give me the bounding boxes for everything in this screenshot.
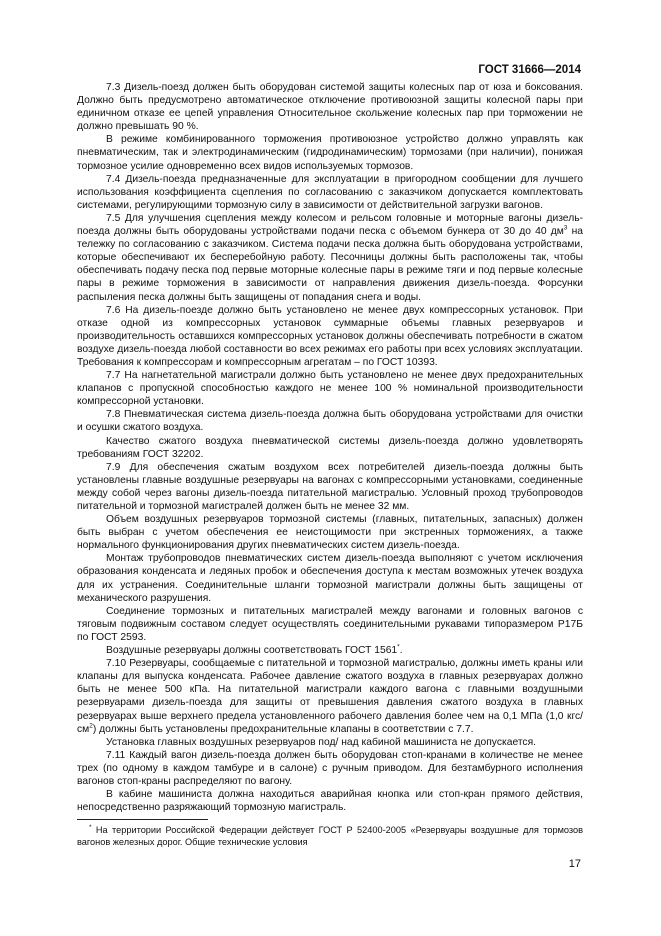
- paragraph-7-3: 7.3 Дизель-поезд должен быть оборудован системой защиты колесных пар от юза и боксования. Должно быть предусмотрено автоматическое отключение противоюзной защиты колесной пары при единичном отказе ее цепей управления Относительное скольжение колесных пар при торможении не должно превышать 90 %.: [77, 82, 583, 133]
- footnote-marker-bottom: *: [89, 823, 92, 831]
- gost-1561-text: Воздушные резервуары должны соответствовать ГОСТ 1561: [106, 645, 398, 657]
- paragraph-7-5-start: 7.5 Для улучшения сцепления между колесом и рельсом головные и моторные вагоны дизель-поезда должны быть оборудованы устройствами подачи песка с объемом бункера от 30 до 40 дм: [77, 212, 583, 238]
- paragraph-7-4: 7.4 Дизель-поезда предназначенные для эксплуатации в пригородном сообщении для лучшего использования коэффициента сцепления по согласованию с заказчиком допускается комплектовать системами, регулирующими тормозную силу в зависимости от действительной загрузки вагонов.: [77, 173, 583, 211]
- paragraph-7-10-start: 7.10 Резервуары, сообщаемые с питательной и тормозной магистралью, должны иметь краны или клапаны для выпуска конденсата. Рабочее давление сжатого воздуха в главных резервуарах должно быть не менее 500 кПа. На питательной магистрали каждого вагона с главными воздушными резервуарами дизель-поезда для защиты от превышения давления сжатого воздуха в главных резервуарах выше верхнего предела установленного рабочего давления более чем на 0,1 МПа (1,0 кгс/см: [77, 658, 583, 735]
- footnote-marker: *: [397, 643, 400, 651]
- paragraph-7-10-rest: ) должны быть установлены предохранительные клапаны в соответствии с 7.7.: [92, 723, 474, 735]
- footnote-divider: [77, 819, 208, 820]
- document-code: ГОСТ 31666—2014: [478, 64, 581, 76]
- document-body: [77, 81, 583, 814]
- paragraph-7-9-pipeline-mounting: Монтаж трубопроводов пневматических систем дизель-поезда выполняют с учетом исключения образования конденсата и ледяных пробок и обеспечения доступа к местам возможных утечек воздуха для их устранения. Соединительные шланги тормозной магистрали должны быть защищены от механического разрушения.: [77, 553, 583, 604]
- paragraph-7-5-rest: на тележку по согласованию с заказчиком. Система подачи песка должна быть оборудована устройствами, которые обеспечивают их бесперебойную работу. Песочницы должны быть расположены так, чтобы обеспечивать подачу песка под первые моторные колесные пары в режиме тяги и под первые колесные пары в режиме торможения в зависимости от направления движения дизель-поезда. Форсунки распыления песка должны быть защищены от попадания снега и воды.: [77, 226, 583, 303]
- footnote: [77, 824, 583, 848]
- paragraph-7-3-combined-braking: В режиме комбинированного торможения противоюзное устройство должно управлять как пневматическим, так и электродинамическим (гидродинамическим) тормозами (при наличии), понижая тормозное усилие одновременно всех видов используемых тормозов.: [77, 134, 583, 172]
- paragraph-7-7: 7.7 На нагнетательной магистрали должно быть установлено не менее двух предохранительных клапанов с пропускной способностью каждого не менее 100 % номинальной производительности компрессорной установки.: [77, 370, 583, 408]
- paragraph-7-8-air-quality: Качество сжатого воздуха пневматической системы дизель-поезда должно удовлетворять требованиям ГОСТ 32202.: [77, 435, 583, 460]
- superscript-square: 2: [89, 722, 93, 730]
- paragraph-7-11: 7.11 Каждый вагон дизель-поезда должен быть оборудован стоп-кранами в количестве не менее трех (по одному в каждом тамбуре и в салоне) с ручным приводом. Для безтамбурного исполнения вагонов стоп-краны распределяют по вагону.: [77, 749, 583, 787]
- paragraph-7-9-hose-connection: Соединение тормозных и питательных магистралей между вагонами и головных вагонов с тяговым подвижным составом следует осуществлять соединительными рукавами типоразмером Р17Б по ГОСТ 2593.: [77, 605, 583, 643]
- paragraph-7-6: 7.6 На дизель-поезде должно быть установлено не менее двух компрессорных установок. При отказе одной из компрессорных установок суммарные объемы главных резервуаров и производительность оставшихся компрессорных установок должны обеспечивать потребности в сжатом воздухе дизель-поезда любой составности во всех режимах его работы при всех условиях эксплуатации. Требования к компрессорам и компрессорным агрегатам – по ГОСТ 10393.: [77, 304, 583, 368]
- paragraph-7-8: 7.8 Пневматическая система дизель-поезда должна быть оборудована устройствами для очистки и осушки сжатого воздуха.: [77, 409, 583, 434]
- paragraph-7-9: 7.9 Для обеспечения сжатым воздухом всех потребителей дизель-поезда должны быть установлены главные воздушные резервуары на вагонах с компрессорными установками, соединенные между собой через вагоны дизель-поезда питательной магистралью. Условный проход трубопроводов питательной и тормозной магистралей должен быть не менее 32 мм.: [77, 461, 583, 512]
- paragraph-7-9-reservoir-volume: Объем воздушных резервуаров тормозной системы (главных, питательных, запасных) должен быть выбран с учетом обеспечения ее неистощимости при экстренных торможениях, а также нормального функционирования других пневматических систем дизель-поезда.: [77, 514, 583, 552]
- page-number: 17: [568, 858, 581, 870]
- gost-1561-end: .: [399, 645, 403, 657]
- paragraph-7-11-cab: В кабине машиниста должна находиться аварийная кнопка или стоп-кран прямого действия, непосредственно разряжающий тормозную магистраль.: [77, 789, 583, 814]
- paragraph-7-9-gost-1561: [77, 644, 583, 657]
- paragraph-7-10: [77, 657, 583, 736]
- superscript-cubic: 3: [563, 224, 568, 232]
- paragraph-7-5: [77, 212, 583, 304]
- paragraph-7-10-installation: Установка главных воздушных резервуаров под/ над кабиной машиниста не допускается.: [106, 736, 537, 748]
- footnote-text: На территории Российской Федерации действует ГОСТ Р 52400-2005 «Резервуары воздушные для тормозов вагонов железных дорог. Общие технические условия: [77, 825, 583, 848]
